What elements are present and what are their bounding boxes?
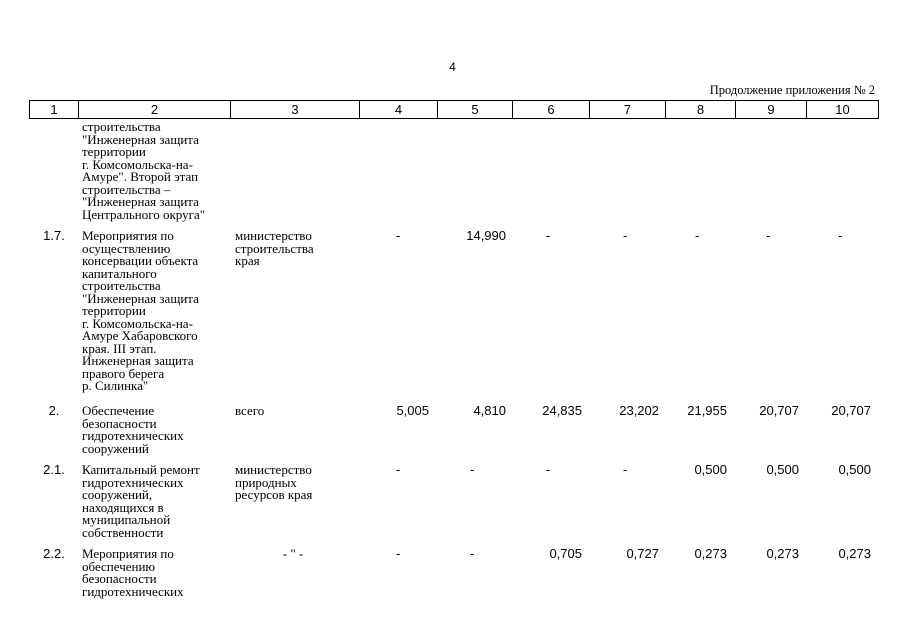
continuation-label: Продолжение приложения № 2: [709, 83, 875, 97]
column-header-row: [30, 101, 879, 119]
row-value-col8: 0,500: [694, 462, 727, 477]
row-value-col8: -: [695, 228, 700, 243]
row-value-col9: 0,273: [766, 546, 799, 561]
column-header: 3: [231, 101, 360, 119]
column-header: 4: [360, 101, 438, 119]
row-value-col10: 0,500: [838, 462, 871, 477]
row-number: 1.7.: [43, 228, 65, 243]
row-number: 2.2.: [43, 546, 65, 561]
column-header: 1: [30, 101, 79, 119]
row-value-col4: -: [396, 462, 401, 477]
row-name: Обеспечение безопасности гидротехнических сооружений: [82, 403, 184, 456]
row-value-col4: -: [396, 546, 401, 561]
row-value-col10: 20,707: [831, 403, 871, 418]
row-name: строительства "Инженерная защита территории г. Комсомольска-на- Амуре". Второй этап строительства – "Инженерная защита Центрального округа": [82, 119, 206, 222]
column-header: 8: [666, 101, 736, 119]
column-header: 2: [79, 101, 231, 119]
row-number: 2.1.: [43, 462, 65, 477]
row-value-col7: 0,727: [626, 546, 659, 561]
row-value-col4: -: [396, 228, 401, 243]
row-value-col5: 14,990: [466, 228, 506, 243]
row-value-col10: 0,273: [838, 546, 871, 561]
column-header: 6: [513, 101, 590, 119]
row-value-col7: -: [623, 228, 628, 243]
column-header: 7: [590, 101, 666, 119]
row-executor: министерство природных ресурсов края: [235, 462, 313, 502]
row-value-col6: 24,835: [542, 403, 582, 418]
row-executor: всего: [235, 403, 265, 418]
row-value-col4: 5,005: [396, 403, 429, 418]
row-name: Капитальный ремонт гидротехнических сооружений, находящихся в муниципальной собственности: [82, 462, 200, 540]
row-value-col5: -: [470, 546, 475, 561]
row-value-col7: 23,202: [619, 403, 659, 418]
row-value-col6: -: [546, 462, 551, 477]
column-header: 10: [807, 101, 879, 119]
row-value-col8: 0,273: [694, 546, 727, 561]
row-executor: министерство строительства края: [235, 228, 314, 268]
column-header: 5: [438, 101, 513, 119]
row-value-col7: -: [623, 462, 628, 477]
column-header-table: [29, 100, 879, 119]
row-value-col10: -: [838, 228, 843, 243]
row-value-col9: 20,707: [759, 403, 799, 418]
row-value-col8: 21,955: [687, 403, 727, 418]
row-executor: - " -: [282, 546, 304, 561]
row-name: Мероприятия по осуществлению консервации объекта капитального строительства "Инженерная защита территории г. Комсомольска-на- Амуре Хабаровского края. III этап. Инженерная защита правого берега р. Силинка": [82, 228, 199, 393]
column-header: 9: [736, 101, 807, 119]
row-value-col9: 0,500: [766, 462, 799, 477]
row-number: 2.: [48, 403, 60, 418]
row-value-col5: -: [470, 462, 475, 477]
row-value-col6: -: [546, 228, 551, 243]
page-number: 4: [449, 60, 456, 74]
row-value-col9: -: [766, 228, 771, 243]
row-name: Мероприятия по обеспечению безопасности гидротехнических: [82, 546, 184, 599]
row-value-col6: 0,705: [549, 546, 582, 561]
row-value-col5: 4,810: [473, 403, 506, 418]
